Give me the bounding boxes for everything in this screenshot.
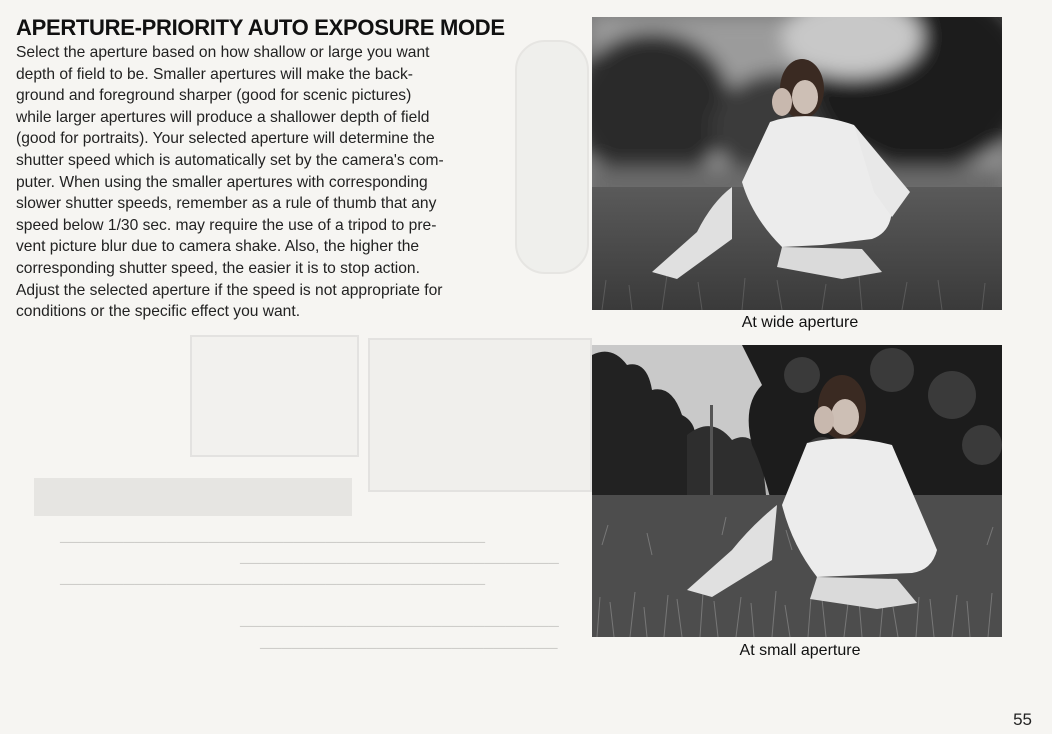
body-line: conditions or the specific effect you want. [16, 303, 301, 321]
show-through-text-3: ──────────────────────────────────────── [60, 576, 486, 593]
photo-small-aperture [592, 345, 1002, 637]
body-line: shutter speed which is automatically set by the camera's com- [16, 151, 444, 169]
show-through-text-5: ──────────────────────────── [260, 640, 558, 657]
body-text [16, 42, 516, 323]
show-through-dial [515, 40, 589, 274]
page-number: 55 [1013, 710, 1032, 729]
body-line: depth of field to be. Smaller apertures will make the back- [16, 65, 413, 83]
show-through-text-4: ────────────────────────────── [240, 618, 559, 635]
photo-wide-aperture [592, 17, 1002, 310]
caption-small-aperture: At small aperture [739, 642, 861, 659]
body-line: ground and foreground sharper (good for scenic pictures) [16, 87, 412, 105]
body-line: Adjust the selected aperture if the speed is not appropriate for [16, 281, 443, 299]
body-line: while larger apertures will produce a shallower depth of field [16, 108, 430, 126]
body-line: puter. When using the smaller apertures with corresponding [16, 173, 428, 191]
show-through-lcd-panel [190, 335, 359, 457]
show-through-text-2: ────────────────────────────── [240, 555, 559, 572]
body-line: speed below 1/30 sec. may require the use of a tripod to pre- [16, 216, 437, 234]
show-through-viewfinder [368, 338, 592, 492]
body-line: Select the aperture based on how shallow or large you want [16, 44, 430, 61]
body-line: corresponding shutter speed, the easier it is to stop action. [16, 259, 420, 277]
show-through-text-1: ──────────────────────────────────────── [60, 534, 486, 551]
caption-wide-aperture: At wide aperture [741, 314, 859, 331]
body-line: slower shutter speeds, remember as a rule of thumb that any [16, 195, 437, 213]
page-title: APERTURE-PRIORITY AUTO EXPOSURE MODE [16, 15, 505, 40]
body-line: (good for portraits). Your selected aperture will determine the [16, 130, 435, 148]
show-through-bar [34, 478, 352, 516]
body-line: vent picture blur due to camera shake. Also, the higher the [16, 238, 420, 256]
